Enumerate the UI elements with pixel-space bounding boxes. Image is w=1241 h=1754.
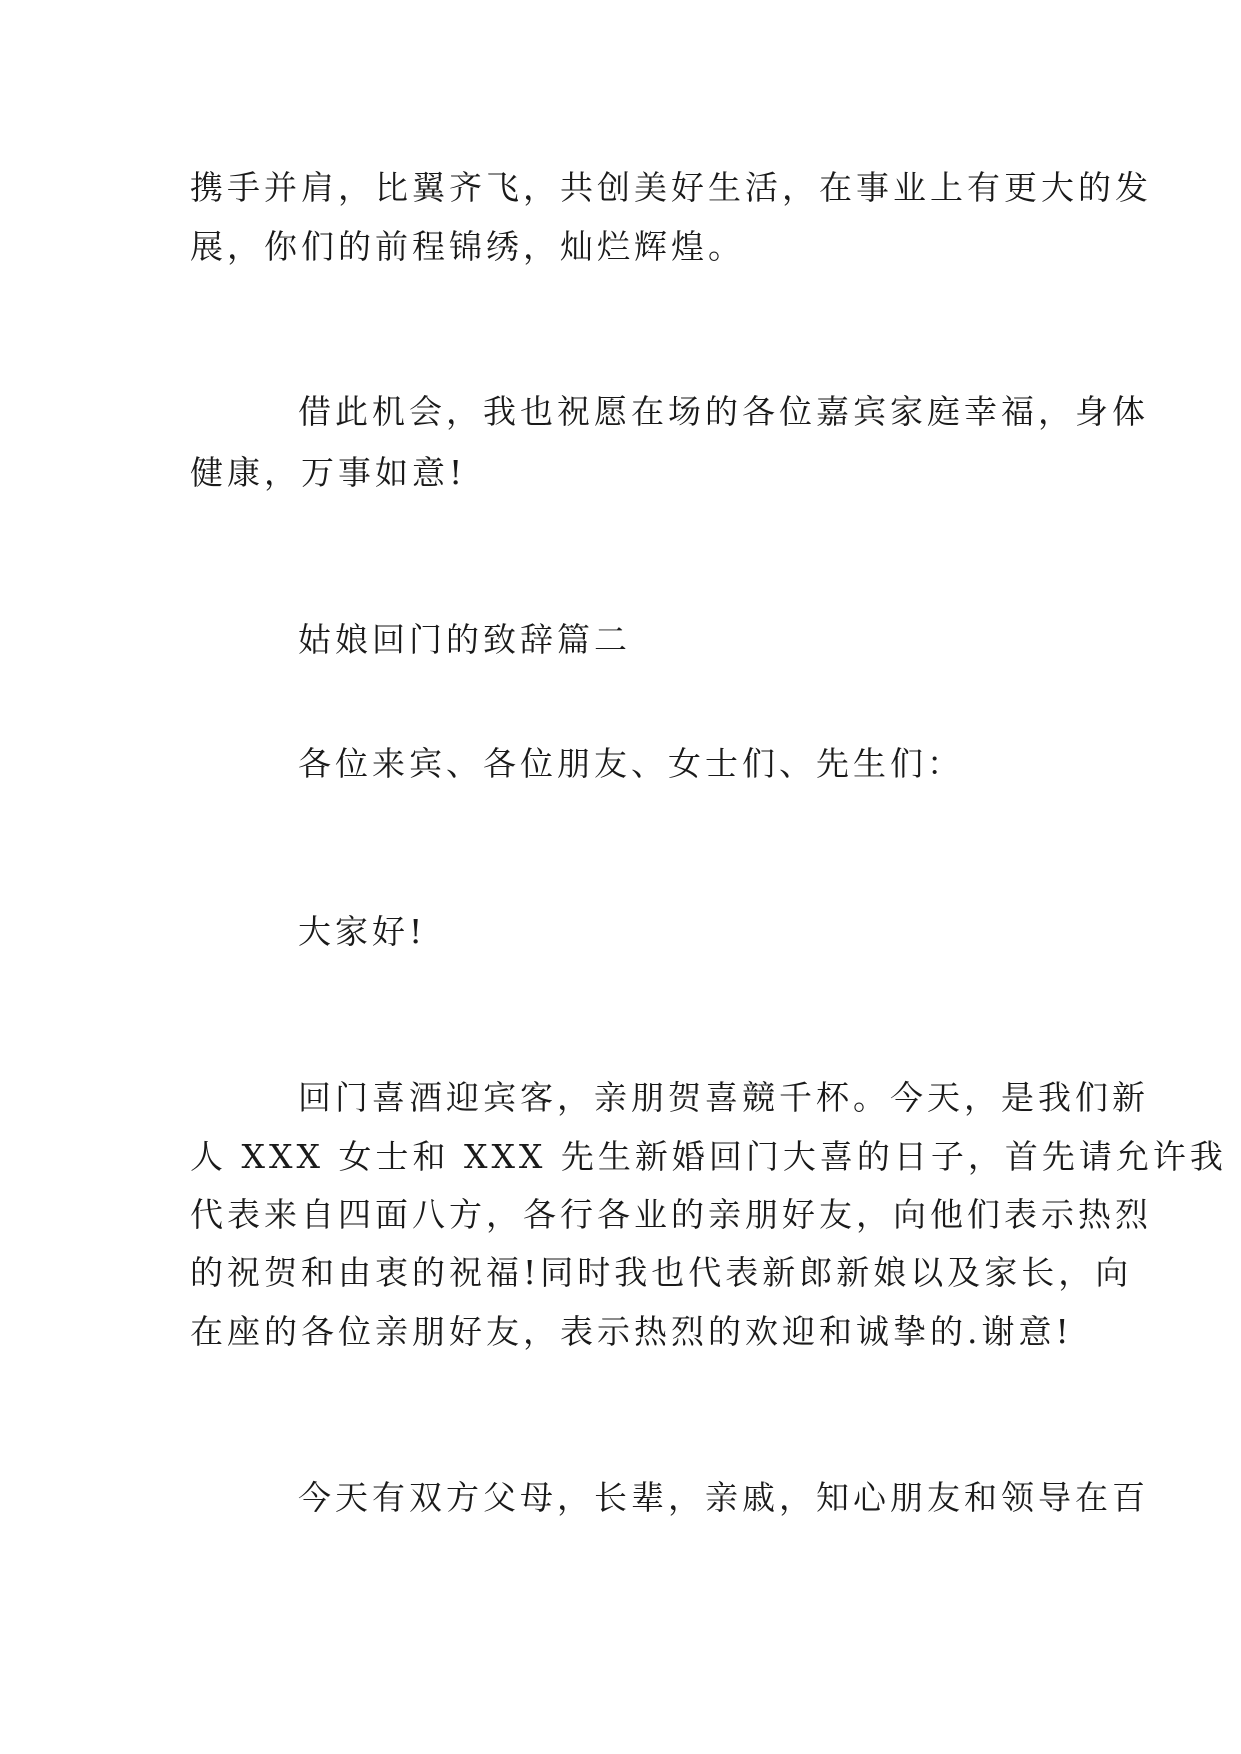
paragraph-body-line-4: 的祝贺和由衷的祝福!同时我也代表新郎新娘以及家长，向 [190, 1253, 1133, 1292]
paragraph-1-line-2: 展，你们的前程锦绣，灿烂辉煌。 [190, 227, 745, 266]
salutation: 各位来宾、各位朋友、女士们、先生们： [298, 744, 964, 783]
section-heading: 姑娘回门的致辞篇二 [298, 620, 631, 659]
paragraph-1-line-1: 携手并肩，比翼齐飞，共创美好生活，在事业上有更大的发 [190, 168, 1152, 207]
paragraph-2-line-2: 健康，万事如意! [190, 453, 467, 492]
paragraph-body-line-1: 回门喜酒迎宾客，亲朋贺喜競千杯。今天，是我们新 [298, 1078, 1149, 1117]
paragraph-body-line-2: 人 XXX 女士和 XXX 先生新婚回门大喜的日子，首先请允许我 [190, 1137, 1227, 1176]
greeting: 大家好! [298, 912, 427, 951]
paragraph-last-line-1: 今天有双方父母，长辈，亲戚，知心朋友和领导在百 [298, 1478, 1149, 1517]
paragraph-2-line-1: 借此机会，我也祝愿在场的各位嘉宾家庭幸福，身体 [298, 392, 1149, 431]
paragraph-body-line-5: 在座的各位亲朋好友，表示热烈的欢迎和诚挚的.谢意! [190, 1312, 1073, 1351]
paragraph-body-line-3: 代表来自四面八方，各行各业的亲朋好友，向他们表示热烈 [190, 1195, 1152, 1234]
